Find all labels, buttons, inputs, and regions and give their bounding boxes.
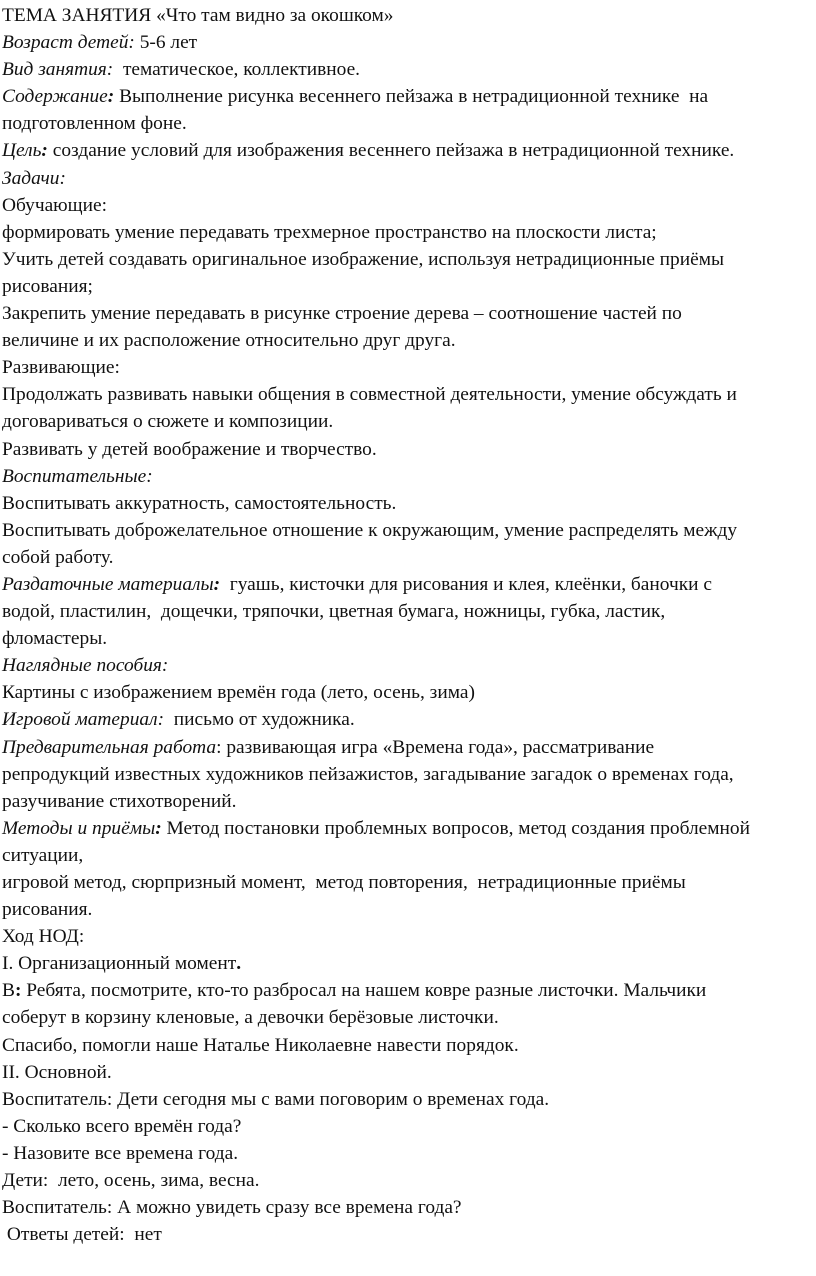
text-line: [2, 137, 816, 164]
text-segment: Ребята, посмотрите, кто-то разбросал на нашем ковре разные листочки. Мальчики: [21, 980, 707, 1002]
text-line: [2, 110, 816, 137]
text-line: [2, 463, 816, 490]
text-segment: Цель: [2, 140, 42, 162]
text-segment: : развивающая игра «Времена года», рассматривание: [216, 736, 655, 758]
text-line: [2, 788, 816, 815]
text-line: [2, 1086, 816, 1113]
text-line: [2, 923, 816, 950]
text-line: [2, 29, 816, 56]
text-line: [2, 625, 816, 652]
text-segment: Вид занятия:: [2, 59, 119, 81]
text-line: [2, 273, 816, 300]
text-line: [2, 219, 816, 246]
text-segment: Развивающие:: [2, 357, 120, 379]
text-line: [2, 381, 816, 408]
text-line: [2, 734, 816, 761]
text-segment: Раздаточные материалы: [2, 573, 214, 595]
text-segment: Методы и приёмы: [2, 817, 156, 839]
text-segment: Задачи:: [2, 167, 66, 189]
text-line: [2, 896, 816, 923]
text-line: [2, 192, 816, 219]
text-segment: подготовленном фоне.: [2, 113, 187, 135]
text-segment: :: [14, 980, 22, 1002]
text-segment: Ответы детей: нет: [2, 1224, 162, 1246]
text-segment: Возраст детей:: [2, 32, 135, 54]
text-line: [2, 354, 816, 381]
text-line: [2, 2, 816, 29]
text-segment: величине и их расположение относительно друг друга.: [2, 330, 456, 352]
text-segment: собой работу.: [2, 546, 114, 568]
text-segment: игровой метод, сюрпризный момент, метод повторения, нетрадиционные приёмы: [2, 872, 686, 893]
text-segment: Воспитатель: Дети сегодня мы с вами поговорим о временах года.: [2, 1088, 550, 1110]
text-segment: Наглядные пособия:: [2, 655, 169, 677]
text-segment: Воспитывать аккуратность, самостоятельность.: [2, 492, 397, 514]
text-segment: репродукций известных художников пейзажистов, загадывание загадок о временах года,: [2, 763, 734, 785]
text-segment: Обучающие:: [2, 194, 107, 216]
text-segment: разучивание стихотворений.: [2, 790, 237, 812]
text-segment: Содержание: [2, 86, 108, 108]
text-line: [2, 869, 816, 896]
text-segment: фломастеры.: [2, 628, 108, 650]
text-segment: :: [213, 573, 221, 595]
text-line: [2, 1113, 816, 1140]
text-segment: ситуации,: [2, 844, 84, 866]
text-segment: Дети: лето, осень, зима, весна.: [2, 1170, 260, 1192]
text-line: [2, 598, 816, 625]
text-segment: договариваться о сюжете и композиции.: [2, 411, 334, 433]
text-segment: создание условий для изображения весеннего пейзажа в нетрадиционной технике.: [47, 140, 735, 162]
text-segment: :: [107, 86, 115, 108]
text-segment: ТЕМА ЗАНЯТИЯ «Что там видно за окошком»: [2, 5, 394, 26]
text-segment: Выполнение рисунка весеннего пейзажа в нетрадиционной технике на: [114, 86, 709, 108]
text-line: [2, 1167, 816, 1194]
text-line: [2, 1059, 816, 1086]
text-segment: Воспитательные:: [2, 465, 153, 487]
text-segment: формировать умение передавать трехмерное пространство на плоскости листа;: [2, 221, 657, 243]
text-segment: Воспитывать доброжелательное отношение к окружающим, умение распределять между: [2, 519, 738, 541]
text-line: [2, 544, 816, 571]
text-segment: тематическое, коллективное.: [118, 59, 361, 81]
text-line: [2, 490, 816, 517]
text-segment: II. Основной.: [2, 1061, 112, 1083]
text-segment: В: [2, 980, 15, 1002]
text-line: [2, 571, 816, 598]
text-line: [2, 842, 816, 869]
text-segment: :: [41, 140, 48, 162]
text-segment: соберут в корзину кленовые, а девочки берёзовые листочки.: [2, 1007, 499, 1029]
text-line: [2, 56, 816, 83]
text-line: [2, 652, 816, 679]
text-line: [2, 408, 816, 435]
text-segment: .: [236, 953, 242, 975]
text-line: [2, 950, 816, 977]
text-line: [2, 436, 816, 463]
text-segment: Метод постановки проблемных вопросов, метод создания проблемной: [161, 817, 751, 839]
text-line: [2, 1032, 816, 1059]
text-segment: Закрепить умение передавать в рисунке строение дерева – соотношение частей по: [2, 303, 682, 325]
text-segment: Игровой материал:: [2, 709, 169, 731]
text-line: [2, 679, 816, 706]
text-segment: рисования;: [2, 275, 93, 297]
text-segment: - Назовите все времена года.: [2, 1142, 239, 1164]
text-line: [2, 815, 816, 842]
text-line: [2, 300, 816, 327]
text-segment: рисования.: [2, 899, 93, 921]
text-line: [2, 246, 816, 273]
text-segment: Ход НОД:: [2, 926, 85, 948]
text-line: [2, 1004, 816, 1031]
text-segment: Учить детей создавать оригинальное изображение, используя нетрадиционные приёмы: [2, 248, 725, 270]
text-segment: письмо от художника.: [168, 709, 355, 731]
text-segment: Развивать у детей воображение и творчество.: [2, 438, 377, 460]
text-line: [2, 706, 816, 733]
text-line: [2, 165, 816, 192]
text-line: [2, 1194, 816, 1221]
text-segment: Продолжать развивать навыки общения в совместной деятельности, умение обсуждать и: [2, 384, 737, 406]
text-segment: водой, пластилин, дощечки, тряпочки, цветная бумага, ножницы, губка, ластик,: [2, 601, 666, 623]
text-segment: - Сколько всего времён года?: [2, 1115, 242, 1137]
text-segment: гуашь, кисточки для рисования и клея, клеёнки, баночки с: [220, 573, 712, 595]
text-segment: Предварительная работа: [2, 736, 217, 758]
text-line: [2, 327, 816, 354]
text-segment: I. Организационный момент: [2, 953, 237, 975]
text-line: [2, 977, 816, 1004]
text-segment: Спасибо, помогли наше Наталье Николаевне навести порядок.: [2, 1034, 519, 1056]
text-segment: Воспитатель: А можно увидеть сразу все времена года?: [2, 1197, 462, 1219]
text-segment: 5-6 лет: [134, 32, 198, 54]
text-segment: :: [155, 817, 162, 839]
text-segment: Картины с изображением времён года (лето, осень, зима): [2, 682, 475, 704]
text-line: [2, 83, 816, 110]
text-line: [2, 1140, 816, 1167]
text-line: [2, 761, 816, 788]
text-line: [2, 1221, 816, 1248]
text-line: [2, 517, 816, 544]
